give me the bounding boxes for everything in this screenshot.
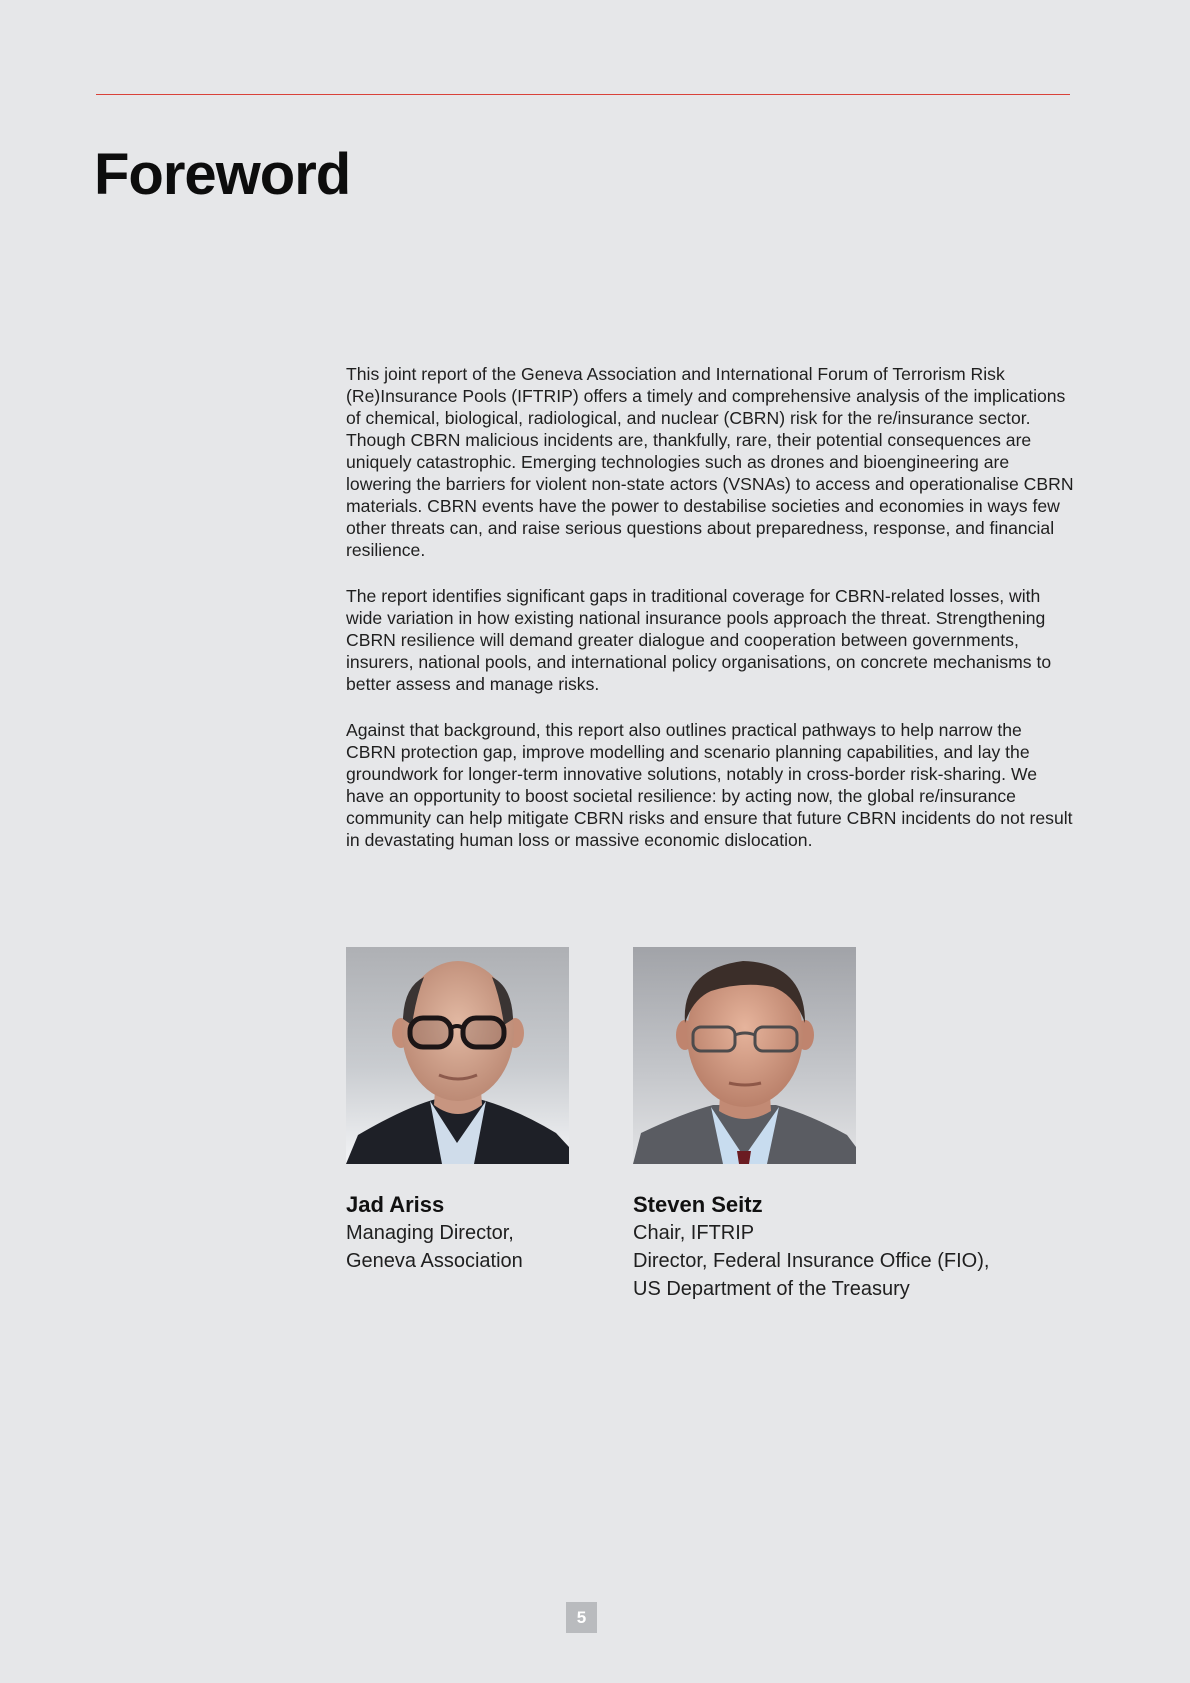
portrait-photo-steven-seitz [633, 947, 856, 1164]
signatory-title-line: Chair, IFTRIP [633, 1222, 755, 1244]
signatory-title-line: Geneva Association [346, 1250, 523, 1272]
body-paragraph-3: Against that background, this report also outlines practical pathways to help narrow the CBRN protection gap, improve modelling and scenario planning capabilities, and lay the groundwork for longer-term innovative solutions, notably in cross-border risk-sharing. We have an opportunity to boost societal resilience: by acting now, the global re/insurance community can help mitigate CBRN risks and ensure that future CBRN incidents do not result in devastating human loss or massive economic dislocation. [346, 720, 1073, 850]
signatory-name: Jad Ariss [346, 1192, 445, 1217]
portrait-photo-jad-ariss [346, 947, 569, 1164]
signatory-title-line: US Department of the Treasury [633, 1278, 910, 1300]
signatories [346, 947, 1106, 1307]
foreword-body [346, 363, 1076, 875]
signatory-title-line: Director, Federal Insurance Office (FIO), [633, 1250, 990, 1272]
signatory-steven-seitz [633, 947, 989, 1303]
page-title: Foreword [94, 142, 351, 207]
top-divider-rule [96, 94, 1070, 95]
signatory-name: Steven Seitz [633, 1192, 763, 1217]
body-paragraph-1: This joint report of the Geneva Association and International Forum of Terrorism Risk (Re)Insurance Pools (IFTRIP) offers a timely and comprehensive analysis of the implications of chemical, biological, radiological, and nuclear (CBRN) risk for the re/insurance sector. Though CBRN malicious incidents are, thankfully, rare, their potential consequences are uniquely catastrophic. Emerging technologies such as drones and bioengineering are lowering the barriers for violent non-state actors (VSNAs) to access and operationalise CBRN materials. CBRN events have the power to destabilise societies and economies in ways few other threats can, and raise serious questions about preparedness, response, and financial resilience. [346, 364, 1074, 560]
signatory-title-line: Managing Director, [346, 1222, 514, 1244]
signatory-jad-ariss [346, 947, 569, 1275]
page-number-badge: 5 [566, 1602, 597, 1633]
body-paragraph-2: The report identifies significant gaps in traditional coverage for CBRN-related losses, with wide variation in how existing national insurance pools approach the threat. Strengthening CBRN resilience will demand greater dialogue and cooperation between governments, insurers, national pools, and international policy organisations, on concrete mechanisms to better assess and manage risks. [346, 586, 1052, 694]
